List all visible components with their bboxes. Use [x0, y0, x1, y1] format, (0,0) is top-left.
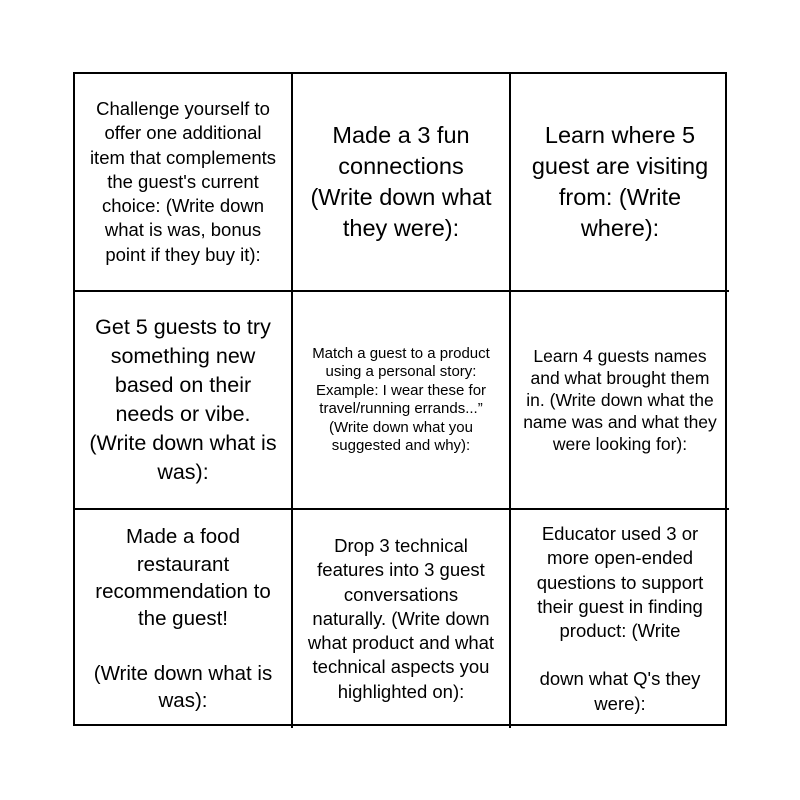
bingo-cell-r1c3 [511, 74, 729, 292]
cell-text: Made a 3 fun connections (Write down what they were): [310, 122, 492, 241]
cell-text: Match a guest to a product using a personal story: Example: I wear these for travel/running errands...” (Write down what you suggested and why): [312, 344, 490, 454]
cell-text: Learn where 5 guest are visiting from: (Write where): [531, 122, 709, 241]
bingo-board [73, 72, 727, 726]
cell-text: Get 5 guests to try something new based on their needs or vibe. (Write down what is was): [89, 315, 277, 484]
bingo-cell-r1c1 [75, 74, 293, 292]
bingo-cell-r1c2 [293, 74, 511, 292]
cell-text: Challenge yourself to offer one additional item that complements the guest's current choice: (Write down what is was, bonus point if they buy it): [89, 98, 277, 265]
bingo-cell-r3c3 [511, 510, 729, 728]
cell-text: Made a food restaurant recommendation to the guest! (Write down what is was): [93, 525, 273, 713]
bingo-cell-r2c3 [511, 292, 729, 510]
bingo-cell-r3c2 [293, 510, 511, 728]
bingo-cell-r2c1 [75, 292, 293, 510]
bingo-cell-r2c2 [293, 292, 511, 510]
bingo-cell-r3c1 [75, 510, 293, 728]
cell-text: Drop 3 technical features into 3 guest conversations naturally. (Write down what product and what technical aspects you highlighted on): [307, 535, 495, 702]
cell-text: Educator used 3 or more open-ended questions to support their guest in finding product: (Write down what Q's they were): [536, 523, 704, 714]
cell-text: Learn 4 guests names and what brought them in. (Write down what the name was and what they were looking for): [523, 346, 717, 454]
